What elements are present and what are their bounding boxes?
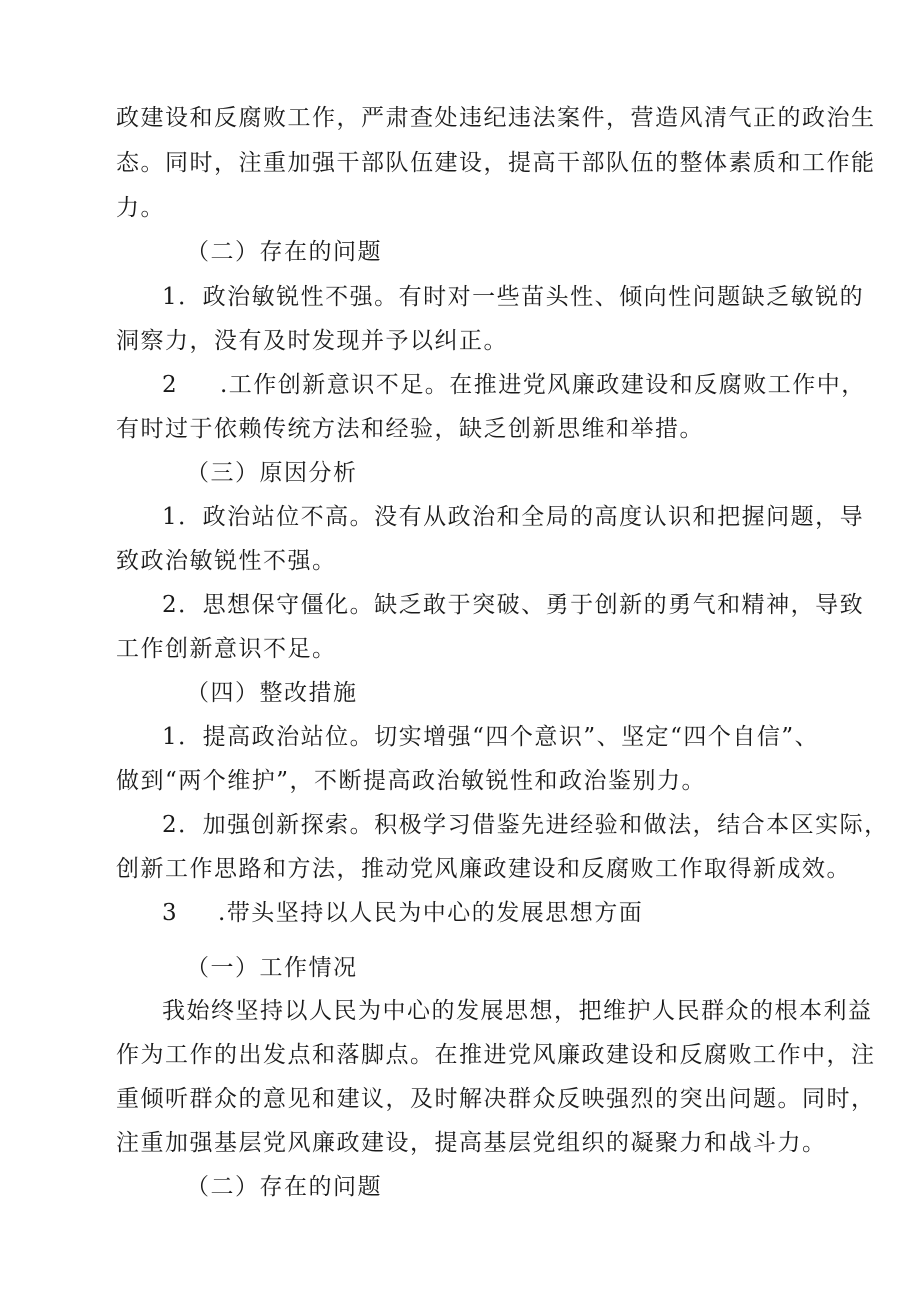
text-line: 做到“两个维护”，不断提高政治敏锐性和政治鉴别力。 [116,768,707,794]
section-number: 3 [162,900,179,926]
section-title-text: .带头坚持以人民为中心的发展思想方面 [218,900,644,926]
text-line: 态。同时，注重加强干部队伍建设，提高干部队伍的整体素质和工作能 [116,150,876,176]
list-item-text: .工作创新意识不足。在推进党风廉政建设和反腐败工作中， [220,372,866,398]
section-heading: （二）存在的问题 [186,1174,382,1200]
list-item: 1．政治敏锐性不强。有时对一些苗头性、倾向性问题缺乏敏锐的 [162,284,865,310]
text-line: 有时过于依赖传统方法和经验，缺乏创新思维和举措。 [116,416,704,442]
text-line: 致政治敏锐性不强。 [116,548,337,574]
paragraph-line: 我始终坚持以人民为中心的发展思想，把维护人民群众的根本利益 [162,998,873,1024]
list-item [162,370,866,400]
list-item: 2．思想保守僵化。缺乏敢于突破、勇于创新的勇气和精神，导致 [162,592,865,618]
text-line: 重倾听群众的意见和建议，及时解决群众反映强烈的突出问题。同时， [116,1086,876,1112]
list-item-number: 2 [162,372,179,398]
section-title [162,898,643,928]
text-line: 洞察力，没有及时发现并予以纠正。 [116,328,508,354]
section-heading: （四）整改措施 [186,680,358,706]
list-item: 1．政治站位不高。没有从政治和全局的高度认识和把握问题，导 [162,504,865,530]
text-line: 政建设和反腐败工作，严肃查处违纪违法案件，营造风清气正的政治生 [116,105,876,131]
section-heading: （三）原因分析 [186,460,358,486]
list-item: 1．提高政治站位。切实增强“四个意识”、坚定“四个自信”、 [162,724,820,750]
text-line: 力。 [116,195,165,221]
section-heading: （一）工作情况 [186,955,358,981]
text-line: 创新工作思路和方法，推动党风廉政建设和反腐败工作取得新成效。 [116,856,851,882]
section-heading: （二）存在的问题 [186,239,382,265]
text-line: 注重加强基层党风廉政建设，提高基层党组织的凝聚力和战斗力。 [116,1130,827,1156]
list-item: 2．加强创新探索。积极学习借鉴先进经验和做法，结合本区实际， [162,812,889,838]
text-line: 工作创新意识不足。 [116,636,337,662]
text-line: 作为工作的出发点和落脚点。在推进党风廉政建设和反腐败工作中，注 [116,1042,876,1068]
